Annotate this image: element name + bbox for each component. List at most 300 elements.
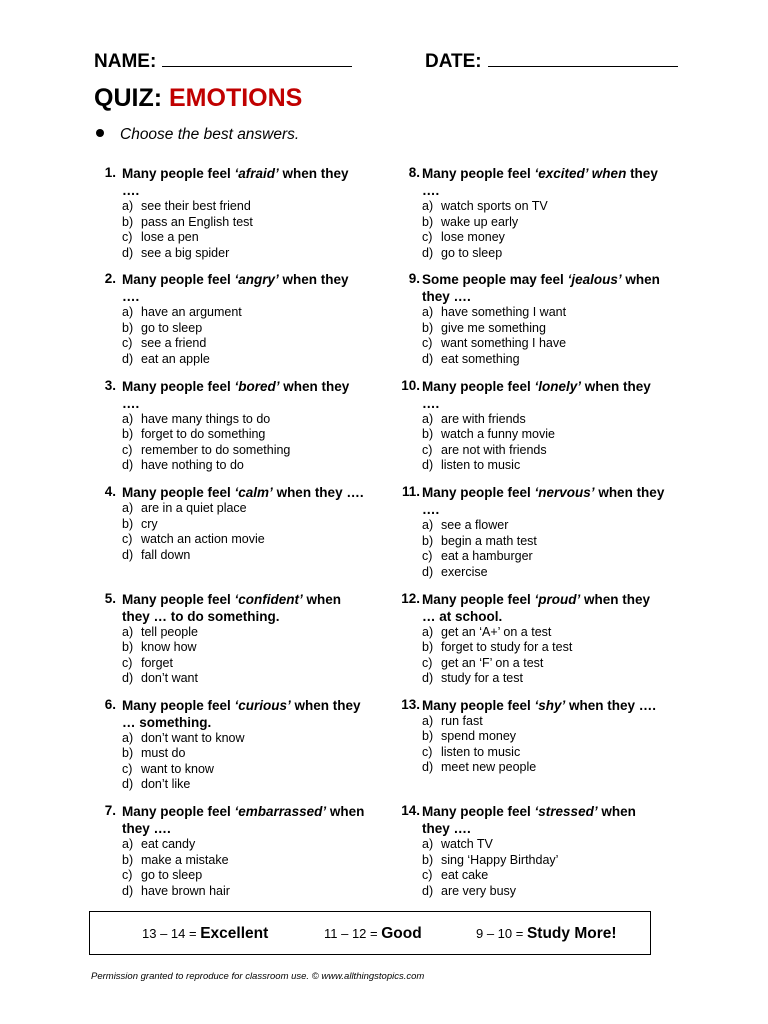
option-text: exercise: [441, 564, 488, 579]
emotion-word: ‘excited’ when: [534, 166, 627, 181]
question-suffix: when they ….: [565, 697, 657, 713]
option-text: sing ‘Happy Birthday’: [441, 852, 559, 867]
answer-option[interactable]: [122, 230, 367, 246]
option-text: are in a quiet place: [141, 501, 247, 516]
question-number: 1.: [104, 165, 116, 180]
question-text: [422, 591, 667, 625]
answer-option[interactable]: [422, 853, 667, 869]
answer-option[interactable]: [122, 443, 367, 459]
score-excellent: [142, 925, 268, 943]
option-letter: a): [122, 837, 134, 852]
answer-option[interactable]: [422, 714, 667, 730]
instruction-text: Choose the best answers.: [120, 126, 300, 143]
option-letter: a): [122, 501, 134, 516]
question-body: [122, 803, 367, 899]
question-prefix: Many people feel: [422, 804, 535, 820]
question-body: [422, 697, 667, 776]
question-item: [388, 165, 688, 271]
option-letter: d): [122, 245, 134, 260]
answer-option[interactable]: [122, 777, 367, 793]
bullet-icon: [96, 129, 104, 137]
answer-options: [422, 837, 667, 899]
option-letter: b): [122, 746, 134, 761]
option-letter: c): [122, 655, 133, 670]
answer-option[interactable]: [122, 671, 367, 687]
question-suffix: when they ….: [422, 485, 665, 518]
quiz-title: [94, 84, 302, 113]
option-letter: d): [422, 351, 434, 366]
option-text: study for a test: [441, 671, 523, 686]
option-letter: a): [422, 518, 434, 533]
question-item: [94, 378, 374, 484]
option-letter: b): [422, 640, 434, 655]
question-prefix: Many people feel: [122, 804, 235, 820]
option-text: forget to do something: [141, 427, 266, 442]
answer-option[interactable]: [422, 640, 667, 656]
option-letter: a): [122, 411, 134, 426]
question-prefix: Some people may feel: [422, 272, 568, 288]
option-letter: d): [422, 245, 434, 260]
option-text: don’t want: [141, 671, 198, 686]
question-number: 6.: [104, 696, 116, 712]
question-prefix: Many people feel: [422, 697, 535, 713]
option-letter: b): [422, 320, 434, 335]
answer-option[interactable]: [422, 321, 667, 337]
option-letter: c): [422, 442, 433, 457]
question-suffix: when they ….: [422, 378, 651, 411]
option-letter: c): [122, 336, 133, 351]
question-item: [94, 803, 374, 909]
option-letter: c): [122, 868, 133, 883]
option-text: wake up early: [441, 214, 519, 229]
question-body: [422, 271, 667, 367]
question-body: [122, 271, 367, 367]
score-range: 9 – 10 =: [476, 926, 527, 941]
option-letter: b): [122, 320, 134, 335]
option-text: get an ‘A+’ on a test: [441, 624, 552, 639]
answer-option[interactable]: [122, 746, 367, 762]
question-item: [94, 591, 374, 697]
option-text: go to sleep: [141, 320, 203, 335]
option-text: begin a math test: [441, 533, 537, 548]
option-text: have nothing to do: [141, 458, 244, 473]
question-text: [122, 165, 367, 199]
answer-option[interactable]: [122, 731, 367, 747]
question-suffix: they ….: [422, 166, 658, 198]
question-item: [388, 697, 688, 803]
emotion-word: ‘calm’: [234, 485, 273, 501]
question-prefix: Many people feel: [122, 697, 235, 713]
answer-option[interactable]: [422, 745, 667, 761]
option-letter: a): [122, 624, 134, 639]
answer-option[interactable]: [422, 625, 667, 641]
option-letter: d): [422, 760, 434, 775]
answer-option[interactable]: [422, 729, 667, 745]
option-text: watch a funny movie: [441, 427, 555, 442]
answer-option[interactable]: [422, 868, 667, 884]
answer-option[interactable]: [122, 246, 367, 262]
answer-option[interactable]: [422, 215, 667, 231]
question-suffix: when they … to do something.: [122, 591, 342, 624]
question-prefix: Many people feel: [122, 591, 235, 607]
question-suffix: when they ….: [422, 272, 660, 305]
emotion-word: ‘embarrassed’: [234, 804, 327, 820]
option-letter: d): [422, 564, 434, 579]
question-text: [422, 697, 667, 714]
option-letter: a): [422, 199, 434, 213]
question-suffix: when they … something.: [122, 697, 361, 730]
answer-option[interactable]: [422, 760, 667, 776]
option-text: go to sleep: [141, 868, 203, 883]
option-text: eat an apple: [141, 351, 210, 366]
score-label: Study More!: [526, 925, 617, 942]
answer-option[interactable]: [122, 199, 367, 215]
question-suffix: when they ….: [122, 166, 349, 198]
question-body: [422, 803, 667, 899]
score-range: 13 – 14 =: [142, 926, 201, 941]
score-range: 11 – 12 =: [324, 926, 382, 941]
quiz-title-topic: EMOTIONS: [169, 84, 303, 112]
option-letter: d): [122, 547, 134, 562]
question-item: [388, 271, 688, 377]
option-text: run fast: [441, 713, 483, 728]
question-text: [122, 484, 367, 501]
option-text: have brown hair: [141, 883, 230, 898]
answer-option[interactable]: [122, 305, 367, 321]
question-suffix: when they ….: [122, 272, 349, 305]
question-item: [94, 484, 374, 590]
score-label: Good: [381, 925, 422, 942]
option-text: see their best friend: [141, 199, 251, 213]
option-text: have an argument: [141, 305, 242, 320]
answer-option[interactable]: [122, 640, 367, 656]
option-letter: b): [422, 729, 434, 744]
name-field[interactable]: [94, 50, 352, 73]
answer-option[interactable]: [422, 565, 667, 581]
option-text: want to know: [141, 761, 214, 776]
emotion-word: ‘confident’: [234, 591, 303, 607]
question-prefix: Many people feel: [122, 378, 235, 394]
option-letter: b): [422, 214, 434, 229]
question-suffix: when they ….: [422, 804, 636, 837]
option-letter: a): [122, 730, 134, 745]
answer-options: [122, 501, 367, 563]
answer-option[interactable]: [422, 246, 667, 262]
question-number: 13.: [401, 696, 420, 712]
scoring-box: [89, 911, 651, 955]
option-text: watch sports on TV: [441, 199, 548, 213]
question-number: 3.: [104, 377, 116, 393]
option-text: give me something: [441, 320, 546, 335]
question-item: [94, 271, 374, 377]
answer-option[interactable]: [422, 671, 667, 687]
question-number: 12.: [401, 590, 420, 606]
answer-option[interactable]: [422, 199, 667, 215]
question-suffix: when they ….: [122, 804, 365, 837]
answer-option[interactable]: [122, 517, 367, 533]
option-text: have something I want: [441, 305, 567, 320]
answer-options: [422, 199, 667, 261]
option-text: go to sleep: [441, 245, 503, 260]
emotion-word: ‘curious’: [234, 697, 291, 713]
option-letter: d): [422, 458, 434, 473]
question-body: [422, 484, 667, 580]
option-letter: c): [122, 230, 133, 244]
answer-option[interactable]: [122, 548, 367, 564]
option-letter: c): [122, 442, 133, 457]
option-text: listen to music: [441, 458, 521, 473]
answer-option[interactable]: [422, 458, 667, 474]
option-text: spend money: [441, 729, 517, 744]
question-number: 2.: [104, 271, 116, 287]
question-number: 4.: [104, 484, 116, 500]
question-text: [122, 378, 367, 412]
question-body: [422, 165, 667, 261]
option-text: watch an action movie: [141, 532, 265, 547]
question-number: 11.: [401, 484, 420, 500]
answer-option[interactable]: [422, 443, 667, 459]
option-letter: b): [122, 214, 134, 229]
quiz-title-prefix: QUIZ:: [94, 84, 169, 112]
answer-options: [422, 412, 667, 474]
question-item: [94, 165, 374, 271]
option-letter: b): [422, 427, 434, 442]
question-text: [422, 803, 667, 837]
emotion-word: ‘lonely’: [534, 378, 582, 394]
questions-right-column: [388, 165, 688, 910]
answer-option[interactable]: [422, 518, 667, 534]
option-letter: a): [422, 713, 434, 728]
option-text: make a mistake: [141, 852, 229, 867]
answer-options: [422, 625, 667, 687]
option-letter: c): [422, 744, 433, 759]
answer-option[interactable]: [422, 656, 667, 672]
answer-options: [422, 714, 667, 776]
question-prefix: Many people feel: [422, 378, 535, 394]
question-text: [422, 271, 667, 305]
question-suffix: when they … at school.: [422, 591, 651, 624]
question-number: 10.: [401, 377, 420, 393]
date-label: DATE:: [425, 51, 482, 72]
option-text: cry: [141, 516, 158, 531]
answer-option[interactable]: [122, 427, 367, 443]
question-number: 5.: [104, 590, 116, 606]
emotion-word: ‘shy’: [534, 697, 566, 713]
question-prefix: Many people feel: [422, 166, 535, 181]
question-item: [388, 378, 688, 484]
instruction: [96, 126, 299, 144]
option-text: eat cake: [441, 868, 489, 883]
option-letter: d): [422, 671, 434, 686]
option-letter: d): [122, 883, 134, 898]
question-prefix: Many people feel: [122, 272, 235, 288]
answer-option[interactable]: [122, 625, 367, 641]
option-letter: c): [422, 655, 433, 670]
question-body: [122, 165, 367, 261]
question-body: [122, 591, 367, 687]
option-letter: b): [122, 640, 134, 655]
question-text: [122, 697, 367, 731]
questions-left-column: [94, 165, 374, 910]
footer-permission: Permission granted to reproduce for classroom use. © www.allthingstopics.com: [91, 971, 425, 982]
answer-options: [122, 412, 367, 474]
option-text: forget to study for a test: [441, 640, 573, 655]
answer-options: [122, 625, 367, 687]
answer-options: [422, 305, 667, 367]
option-text: tell people: [141, 624, 198, 639]
question-number: 9.: [408, 271, 420, 287]
answer-option[interactable]: [422, 336, 667, 352]
answer-option[interactable]: [122, 656, 367, 672]
question-item: [388, 484, 688, 590]
answer-option[interactable]: [422, 549, 667, 565]
question-body: [422, 378, 667, 474]
option-letter: d): [122, 777, 134, 792]
question-text: [122, 271, 367, 305]
answer-option[interactable]: [122, 412, 367, 428]
option-letter: c): [422, 549, 433, 564]
answer-option[interactable]: [122, 853, 367, 869]
option-text: have many things to do: [141, 411, 271, 426]
emotion-word: ‘nervous’: [534, 485, 595, 501]
option-letter: b): [122, 852, 134, 867]
question-text: [422, 165, 667, 199]
name-blank-line[interactable]: [162, 50, 352, 67]
question-suffix: when they ….: [272, 485, 364, 501]
answer-option[interactable]: [122, 868, 367, 884]
option-letter: c): [122, 761, 133, 776]
option-letter: a): [422, 837, 434, 852]
question-text: [422, 378, 667, 412]
answer-option[interactable]: [122, 837, 367, 853]
option-text: see a big spider: [141, 245, 230, 260]
option-letter: c): [122, 532, 133, 547]
option-letter: a): [122, 199, 134, 213]
question-prefix: Many people feel: [422, 591, 535, 607]
question-number: 14.: [401, 803, 420, 819]
answer-option[interactable]: [122, 352, 367, 368]
option-text: fall down: [141, 547, 191, 562]
option-letter: a): [422, 411, 434, 426]
answer-option[interactable]: [122, 336, 367, 352]
option-letter: a): [422, 305, 434, 320]
answer-option[interactable]: [422, 352, 667, 368]
emotion-word: ‘angry’: [234, 272, 279, 288]
option-letter: b): [422, 533, 434, 548]
answer-options: [122, 837, 367, 899]
question-body: [122, 484, 367, 563]
score-good: [324, 925, 422, 943]
option-letter: d): [122, 671, 134, 686]
question-body: [122, 378, 367, 474]
answer-option[interactable]: [422, 412, 667, 428]
answer-options: [422, 518, 667, 580]
answer-option[interactable]: [422, 884, 667, 900]
question-text: [422, 484, 667, 518]
answer-options: [122, 305, 367, 367]
emotion-word: ‘jealous’: [567, 272, 622, 288]
score-label: Excellent: [200, 925, 269, 942]
option-text: don’t like: [141, 777, 191, 792]
question-text: [122, 591, 367, 625]
option-text: watch TV: [441, 837, 493, 852]
option-text: see a flower: [441, 518, 509, 533]
option-text: get an ‘F’ on a test: [441, 655, 544, 670]
answer-options: [122, 731, 367, 793]
answer-option[interactable]: [122, 501, 367, 517]
option-text: don’t want to know: [141, 730, 245, 745]
option-text: eat something: [441, 351, 520, 366]
option-text: are very busy: [441, 883, 517, 898]
answer-option[interactable]: [122, 884, 367, 900]
question-body: [422, 591, 667, 687]
name-label: NAME:: [94, 51, 157, 72]
question-number: 8.: [408, 165, 420, 180]
answer-option[interactable]: [122, 215, 367, 231]
option-letter: b): [122, 427, 134, 442]
answer-option[interactable]: [422, 230, 667, 246]
option-text: lose a pen: [141, 230, 199, 244]
option-text: know how: [141, 640, 197, 655]
question-item: [388, 803, 688, 909]
option-text: see a friend: [141, 336, 207, 351]
answer-option[interactable]: [422, 837, 667, 853]
answer-option[interactable]: [122, 532, 367, 548]
option-letter: c): [422, 868, 433, 883]
answer-option[interactable]: [422, 534, 667, 550]
emotion-word: ‘proud’: [534, 591, 581, 607]
question-item: [388, 591, 688, 697]
answer-option[interactable]: [422, 305, 667, 321]
option-text: pass an English test: [141, 214, 253, 229]
emotion-word: ‘afraid’: [234, 166, 279, 181]
option-letter: d): [122, 458, 134, 473]
option-letter: a): [122, 305, 134, 320]
question-item: [94, 697, 374, 803]
date-field[interactable]: [425, 50, 678, 73]
option-text: listen to music: [441, 744, 521, 759]
option-letter: b): [122, 516, 134, 531]
option-text: forget: [141, 655, 173, 670]
option-text: remember to do something: [141, 442, 291, 457]
question-prefix: Many people feel: [122, 485, 235, 501]
question-prefix: Many people feel: [422, 485, 535, 501]
emotion-word: ‘stressed’: [534, 804, 598, 820]
question-prefix: Many people feel: [122, 166, 235, 181]
answer-option[interactable]: [122, 762, 367, 778]
date-blank-line[interactable]: [488, 50, 678, 67]
option-text: meet new people: [441, 760, 537, 775]
answer-options: [122, 199, 367, 261]
question-number: 7.: [104, 803, 116, 819]
question-text: [122, 803, 367, 837]
option-letter: c): [422, 336, 433, 351]
option-text: want something I have: [441, 336, 567, 351]
option-text: lose money: [441, 230, 505, 244]
score-study-more: [476, 925, 617, 943]
option-letter: c): [422, 230, 433, 244]
answer-option[interactable]: [122, 458, 367, 474]
option-text: eat a hamburger: [441, 549, 533, 564]
question-suffix: when they ….: [122, 378, 350, 411]
option-text: are with friends: [441, 411, 526, 426]
emotion-word: ‘bored’: [234, 378, 280, 394]
option-text: are not with friends: [441, 442, 547, 457]
answer-option[interactable]: [122, 321, 367, 337]
option-letter: d): [422, 883, 434, 898]
option-letter: b): [422, 852, 434, 867]
answer-option[interactable]: [422, 427, 667, 443]
